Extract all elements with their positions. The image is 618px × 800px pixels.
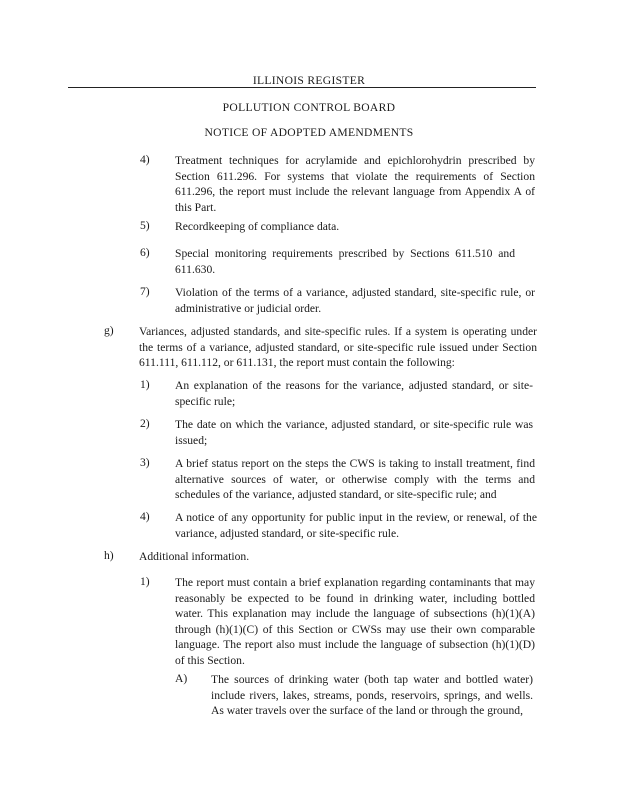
item-g3-text: A brief status report on the steps the CWS is taking to install treatment, find alternative sources of water, or otherwise comply with the terms and schedules of the variance, adjusted standard, or site-specific rule; and [175,457,535,501]
item-h1a-label: A) [175,672,188,685]
section-h-label: h) [104,549,114,562]
item-g2-label: 2) [140,417,150,430]
item-g4-text: A notice of any opportunity for public input in the review, or renewal, of the variance, adjusted standard, or site-specific rule. [175,511,537,540]
register-title: ILLINOIS REGISTER [252,74,366,87]
item-f6-text: Special monitoring requirements prescribed by Sections 611.510 and 611.630. [175,247,515,276]
item-f6-label: 6) [140,246,150,259]
item-f7-text: Violation of the terms of a variance, adjusted standard, site-specific rule, or administrative or judicial order. [175,286,535,315]
notice-title: NOTICE OF ADOPTED AMENDMENTS [204,126,414,139]
item-f7-label: 7) [140,285,150,298]
item-h1-text: The report must contain a brief explanation regarding contaminants that may reasonably be expected to be found in drinking water, including bottled water. This explanation may include the language of subsections (h)(1)(A) through (h)(1)(C) of this Section or CWSs may use their own comparable language. The report also must include the language of subsection (h)(1)(D) of this Section. [175,576,535,667]
item-g3-label: 3) [140,456,150,469]
item-g1-label: 1) [140,378,150,391]
item-h1a-text: The sources of drinking water (both tap water and bottled water) include rivers, lakes, streams, ponds, reservoirs, springs, and wells. As water travels over the surface of the land or through the ground, [211,673,533,717]
item-f4-text: Treatment techniques for acrylamide and epichlorohydrin prescribed by Section 611.296. For systems that violate the requirements of Section 611.296, the report must include the relevant language from Appendix A of this Part. [175,154,535,214]
item-h1-label: 1) [140,575,150,588]
section-h-text: Additional information. [139,550,250,563]
section-g-text: Variances, adjusted standards, and site-specific rules. If a system is operating under the terms of a variance, adjusted standard, or site-specific rule issued under Section 611.111, 611.112, or 611.131, the report must contain the following: [139,325,537,369]
item-g2-text: The date on which the variance, adjusted standard, or site-specific rule was issued; [175,418,533,447]
item-f5-text: Recordkeeping of compliance data. [175,220,340,233]
item-g4-label: 4) [140,510,150,523]
item-f4-label: 4) [140,153,150,166]
header-rule [68,87,536,88]
section-g-label: g) [104,324,114,337]
item-f5-label: 5) [140,219,150,232]
item-g1-text: An explanation of the reasons for the variance, adjusted standard, or site-specific rule; [175,379,533,408]
board-title: POLLUTION CONTROL BOARD [222,101,396,114]
